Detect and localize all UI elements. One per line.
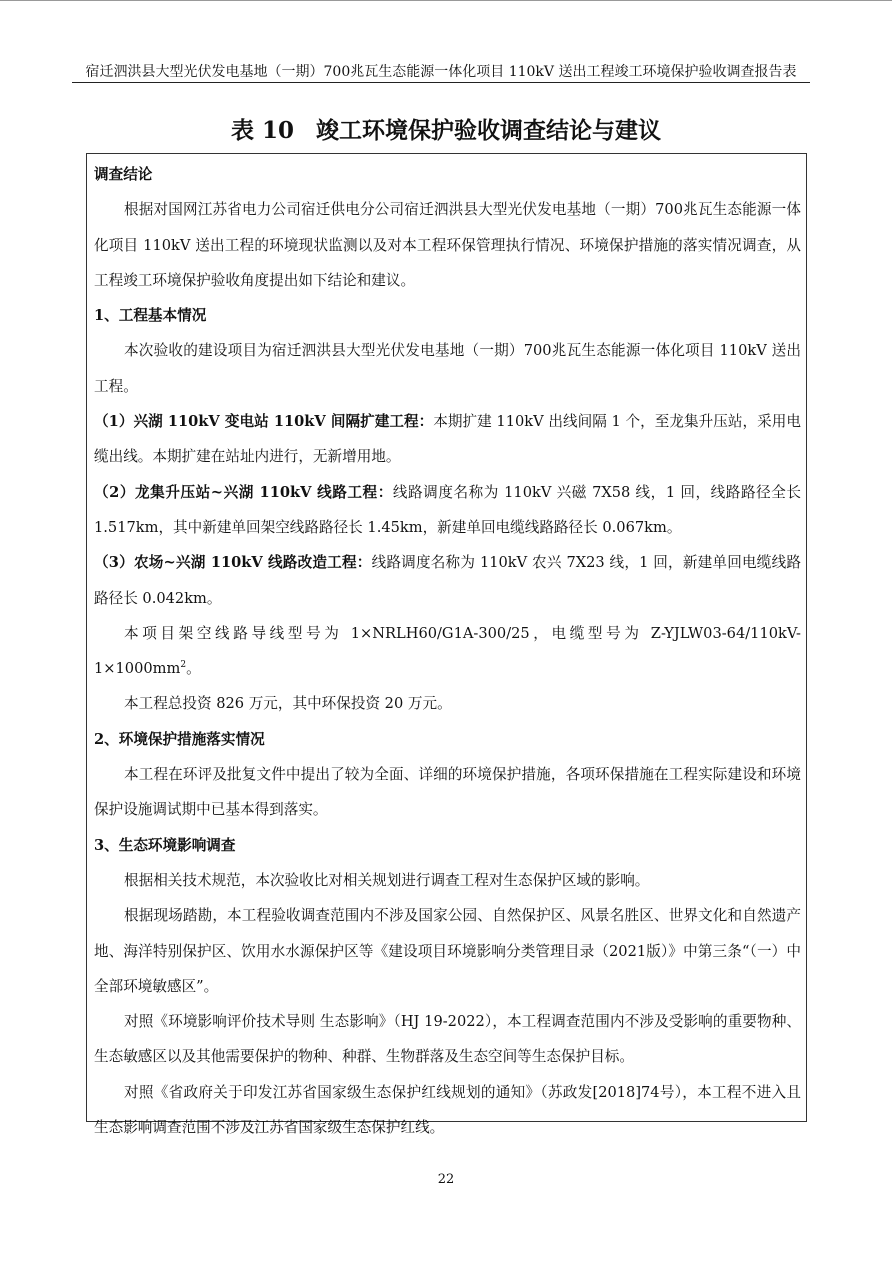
project-paragraph: 本次验收的建设项目为宿迁泗洪县大型光伏发电基地（一期）700兆瓦生态能源一体化项目 110kV 送出工程。 — [94, 342, 801, 395]
ecology-paragraph-4: 对照《省政府关于印发江苏省国家级生态保护红线规划的通知》（苏政发[2018]74号），本工程不进入且生态影响调查范围不涉及江苏省国家级生态保护红线。 — [94, 1083, 801, 1137]
cable-text: 本项目架空线路导线型号为 1×NRLH60/G1A-300/25，电缆型号为 Z-YJLW03-64/110kV-1×1000mm — [94, 624, 801, 678]
ecology-paragraph-1: 根据相关技术规范，本次验收比对相关规划进行调查工程对生态保护区域的影响。 — [124, 871, 650, 889]
section-heading-2: 2、环境保护措施落实情况 — [94, 730, 265, 748]
measures-paragraph: 本工程在环评及批复文件中提出了较为全面、详细的环境保护措施，各项环保措施在工程实际建设和环境保护设施调试期中已基本得到落实。 — [94, 766, 801, 819]
cable-superscript: 2 — [180, 660, 187, 671]
item-1-label: （1）兴湖 110kV 变电站 110kV 间隔扩建工程： — [94, 413, 434, 431]
ecology-paragraph-2: 根据现场踏勘，本工程验收调查范围内不涉及国家公园、自然保护区、风景名胜区、世界文化和自然遗产地、海洋特别保护区、饮用水水源保护区等《建设项目环境影响分类管理目录（2021版）》中第三条“（一）中全部环境敏感区”。 — [94, 907, 801, 995]
section-heading-3: 3、生态环境影响调查 — [94, 836, 236, 854]
item-3-label: （3）农场~兴湖 110kV 线路改造工程： — [94, 554, 372, 572]
investment-paragraph: 本工程总投资 826 万元，其中环保投资 20 万元。 — [124, 695, 452, 713]
table-title-text: 竣工环境保护验收调查结论与建议 — [316, 117, 661, 144]
item-2 — [94, 475, 801, 546]
item-3-text: 线路调度名称为 110kV 农兴 7X23 线，1 回，新建单回电缆线路路径长 0.042km。 — [94, 554, 801, 607]
section-title-conclusion: 调查结论 — [94, 166, 153, 183]
section-heading-1: 1、工程基本情况 — [94, 307, 207, 325]
cable-end: 。 — [186, 660, 201, 678]
intro-paragraph: 根据对国网江苏省电力公司宿迁供电分公司宿迁泗洪县大型光伏发电基地（一期）700兆瓦生态能源一体化项目 110kV 送出工程的环境现状监测以及对本工程环保管理执行情况、环境保护措施的落实情况调查，从工程竣工环境保护验收角度提出如下结论和建议。 — [94, 201, 801, 289]
page-number: 22 — [437, 1172, 455, 1187]
conclusion-content — [94, 157, 801, 1145]
ecology-paragraph-3: 对照《环境影响评价技术导则 生态影响》（HJ 19-2022），本工程调查范围内不涉及受影响的重要物种、生态敏感区以及其他需要保护的物种、种群、生物群落及生态空间等生态保护目标。 — [94, 1013, 801, 1066]
item-3 — [94, 545, 801, 616]
running-header: 宿迁泗洪县大型光伏发电基地（一期）700兆瓦生态能源一体化项目 110kV 送出工程竣工环境保护验收调查报告表 — [85, 64, 797, 80]
item-2-label: （2）龙集升压站~兴湖 110kV 线路工程： — [94, 483, 393, 501]
cable-paragraph — [94, 616, 801, 687]
table-number: 表 10 — [230, 117, 294, 144]
item-1 — [94, 404, 801, 475]
item-2-text: 线路调度名称为 110kV 兴磁 7X58 线，1 回，线路路径全长 1.517km，其中新建单回架空线路路径长 1.45km，新建单回电缆线路路径长 0.067km。 — [94, 483, 801, 536]
header-rule — [72, 82, 810, 83]
table-title — [72, 114, 820, 148]
page-top-border — [0, 0, 892, 1]
item-1-text: 本期扩建 110kV 出线间隔 1 个，至龙集升压站，采用电缆出线。本期扩建在站址内进行，无新增用地。 — [94, 413, 801, 466]
